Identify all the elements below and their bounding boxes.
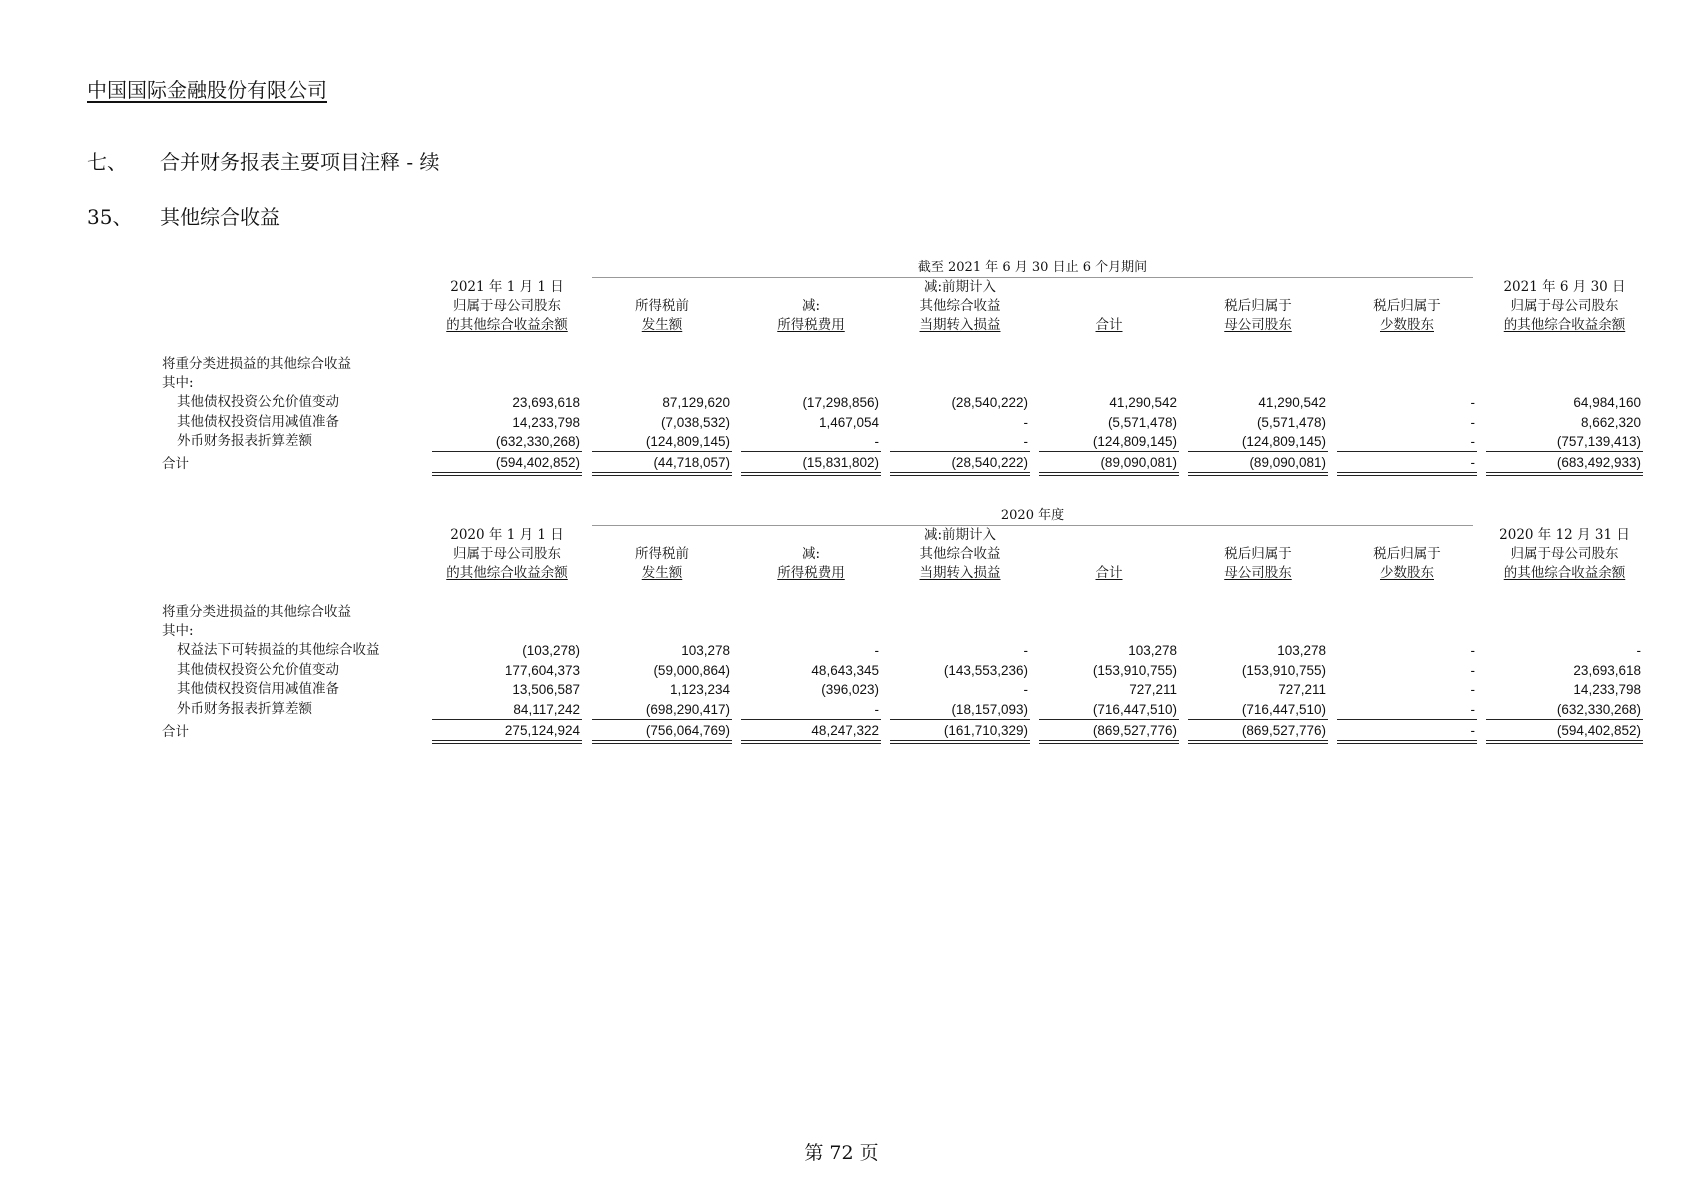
column-header-line (1039, 278, 1179, 297)
total-double-rule (1188, 472, 1328, 476)
table-cell: 1,467,054 (818, 414, 879, 430)
total-double-rule (890, 472, 1030, 476)
subtotal-rule (592, 451, 732, 452)
table-cell: - (1470, 434, 1475, 449)
subtotal-rule (1039, 719, 1179, 720)
column-header-line: 税后归属于 (1373, 298, 1441, 314)
column-header-line: 归属于母公司股东 (453, 546, 561, 562)
column-header-line (1337, 278, 1477, 297)
table-period: 2020 年度 (592, 504, 1473, 526)
company-name: 中国国际金融股份有限公司 (87, 78, 327, 102)
subtotal-rule (1039, 451, 1179, 452)
column-header (1039, 278, 1179, 335)
column-header (741, 278, 881, 335)
total-label: 合计 (162, 456, 189, 472)
column-header-line (1188, 316, 1328, 335)
section-number: 七、 (87, 150, 127, 174)
column-header-line (592, 564, 732, 583)
column-header-underlined: 所得税费用 (777, 317, 845, 333)
table-cell: - (874, 434, 879, 449)
table-cell: - (874, 701, 879, 717)
column-header-line (592, 278, 732, 297)
column-header (1486, 278, 1643, 335)
column-header-line (1188, 564, 1328, 583)
subsection-number: 35、 (87, 205, 133, 229)
column-header-line (890, 564, 1030, 583)
table-cell: (28,540,222) (951, 395, 1028, 410)
table-cell: (5,571,478) (1107, 414, 1177, 430)
column-header-line (592, 316, 732, 335)
column-header-underlined: 的其他综合收益余额 (1503, 565, 1626, 581)
table-cell: 23,693,618 (512, 395, 580, 410)
page-number: 第 72 页 (804, 1142, 879, 1164)
total-double-rule (1486, 472, 1643, 476)
column-header-line: 减: (801, 298, 821, 314)
table-cell: (124,809,145) (645, 434, 730, 449)
total-cell: (683,492,933) (1556, 455, 1641, 470)
column-header-line (1337, 316, 1477, 335)
total-double-rule (1486, 740, 1643, 744)
column-header-line: 所得税前 (635, 546, 689, 562)
column-header-underlined: 的其他综合收益余额 (446, 317, 568, 333)
total-double-rule (432, 472, 582, 476)
total-cell: (89,090,081) (1100, 455, 1177, 470)
subtotal-rule (432, 719, 582, 720)
subtotal-rule (741, 451, 881, 452)
table-cell: (153,910,755) (1092, 662, 1177, 678)
column-header-underlined: 发生额 (641, 565, 683, 581)
table-cell: (143,553,236) (943, 662, 1028, 678)
subtotal-rule (1188, 719, 1328, 720)
table-cell: (396,023) (821, 682, 879, 697)
subtotal-rule (1337, 719, 1477, 720)
subtotal-rule (890, 451, 1030, 452)
total-double-rule (592, 740, 732, 744)
total-cell: (28,540,222) (951, 455, 1028, 470)
total-label: 合计 (162, 723, 189, 740)
total-double-rule (592, 472, 732, 476)
group-label: 将重分类进损益的其他综合收益 (162, 604, 351, 620)
table-cell: (124,809,145) (1092, 434, 1177, 449)
subtotal-rule (890, 719, 1030, 720)
table-cell: 177,604,373 (504, 662, 580, 678)
column-header (592, 526, 732, 583)
column-header-line: 2020 年 1 月 1 日 (450, 527, 564, 543)
subtotal-rule (1486, 451, 1643, 452)
table-cell: (7,038,532) (660, 414, 730, 430)
table-cell: 14,233,798 (1573, 682, 1641, 697)
column-header-underlined: 少数股东 (1380, 317, 1434, 333)
column-header-line (432, 316, 582, 335)
total-double-rule (1188, 740, 1328, 744)
column-header-underlined: 当期转入损益 (919, 565, 1001, 581)
column-header-line: 归属于母公司股东 (1510, 546, 1619, 562)
column-header (890, 278, 1030, 335)
column-header-underlined: 的其他综合收益余额 (1503, 317, 1626, 333)
column-header-underlined: 的其他综合收益余额 (446, 565, 568, 581)
table-cell: (757,139,413) (1556, 434, 1641, 449)
column-header-line: 归属于母公司股东 (1510, 298, 1619, 314)
column-header-line (741, 316, 881, 335)
sub-label: 其中: (162, 623, 194, 639)
table-cell: - (1470, 414, 1475, 430)
table-cell: 84,117,242 (513, 701, 580, 717)
column-header-line: 减:前期计入 (923, 527, 997, 543)
table-cell: (632,330,268) (495, 434, 580, 449)
column-header-line: 2020 年 12 月 31 日 (1499, 527, 1630, 543)
row-label: 权益法下可转损益的其他综合收益 (177, 642, 380, 658)
table-cell: (698,290,417) (645, 701, 730, 717)
total-double-rule (890, 740, 1030, 744)
column-header-underlined: 少数股东 (1380, 565, 1434, 581)
column-header-underlined: 母公司股东 (1224, 317, 1292, 333)
subsection-title: 其他综合收益 (160, 205, 280, 229)
column-header-line: 税后归属于 (1224, 298, 1292, 314)
column-header-line (1188, 278, 1328, 297)
column-header (1188, 526, 1328, 583)
table-cell: 41,290,542 (1109, 395, 1177, 410)
column-header-line (1039, 297, 1179, 316)
column-header-line (1039, 526, 1179, 545)
column-header (1188, 278, 1328, 335)
table-cell: (59,000,864) (653, 662, 730, 678)
total-cell: (161,710,329) (943, 722, 1028, 738)
total-double-rule (1039, 740, 1179, 744)
column-header-line (1039, 564, 1179, 583)
column-header-underlined: 发生额 (641, 317, 683, 333)
row-label: 其他债权投资公允价值变动 (177, 661, 339, 678)
total-double-rule (432, 740, 582, 744)
column-header-line (1337, 564, 1477, 583)
table-cell: (124,809,145) (1241, 434, 1326, 449)
total-double-rule (1039, 472, 1179, 476)
column-header-line: 所得税前 (635, 298, 689, 314)
table-cell: 23,693,618 (1573, 662, 1641, 678)
table-cell: (716,447,510) (1241, 701, 1326, 717)
total-double-rule (741, 740, 881, 744)
column-header-line (741, 564, 881, 583)
column-header-line (1039, 545, 1179, 564)
table-cell: 727,211 (1278, 682, 1326, 697)
subsection-heading (87, 201, 280, 230)
column-header-underlined: 当期转入损益 (919, 317, 1001, 333)
table-cell: - (1636, 643, 1641, 658)
table-cell: - (1470, 682, 1475, 697)
column-header-line: 其他综合收益 (919, 546, 1001, 562)
column-header-line (1486, 316, 1643, 335)
table-cell: (18,157,093) (951, 701, 1028, 717)
table-cell: - (1023, 643, 1028, 658)
column-header-line: 减:前期计入 (923, 279, 997, 295)
column-header-line: 减: (801, 546, 821, 562)
total-double-rule (741, 472, 881, 476)
total-cell: - (1470, 455, 1475, 470)
row-label: 外币财务报表折算差额 (177, 700, 312, 717)
table-cell: 727,211 (1129, 682, 1177, 697)
subtotal-rule (592, 719, 732, 720)
row-label: 其他债权投资公允价值变动 (177, 394, 339, 410)
column-header (1337, 526, 1477, 583)
column-header-line: 税后归属于 (1224, 546, 1292, 562)
row-label: 外币财务报表折算差额 (177, 433, 312, 449)
column-header-line (592, 526, 732, 545)
total-cell: (89,090,081) (1249, 455, 1326, 470)
column-header-line (1337, 526, 1477, 545)
total-cell: (44,718,057) (653, 455, 730, 470)
table-cell: 48,643,345 (811, 662, 879, 678)
column-header-line: 其他综合收益 (919, 298, 1001, 314)
table-period: 截至 2021 年 6 月 30 日止 6 个月期间 (592, 256, 1473, 278)
table-cell: 103,278 (681, 643, 730, 658)
column-header-line (741, 526, 881, 545)
total-cell: (594,402,852) (495, 455, 580, 470)
table-cell: 103,278 (1128, 643, 1177, 658)
table-cell: 64,984,160 (1573, 395, 1641, 410)
column-header-line (890, 316, 1030, 335)
subtotal-rule (1486, 719, 1643, 720)
table-cell: 1,123,234 (669, 682, 730, 697)
total-cell: 48,247,322 (811, 722, 879, 738)
column-header (741, 526, 881, 583)
column-header-line (432, 564, 582, 583)
table-cell: (5,571,478) (1256, 414, 1326, 430)
column-header-line: 税后归属于 (1373, 546, 1441, 562)
subtotal-rule (1188, 451, 1328, 452)
table-cell: (17,298,856) (802, 395, 879, 410)
total-cell: (869,527,776) (1241, 722, 1326, 738)
column-header-line (1486, 564, 1643, 583)
table-cell: - (1023, 682, 1028, 697)
table-cell: 13,506,587 (512, 682, 580, 697)
total-cell: (15,831,802) (802, 455, 879, 470)
row-label: 其他债权投资信用减值准备 (177, 413, 339, 430)
column-header (890, 526, 1030, 583)
column-header-line: 2021 年 6 月 30 日 (1503, 279, 1626, 295)
column-header-underlined: 合计 (1095, 565, 1123, 581)
column-header (1337, 278, 1477, 335)
sub-label: 其中: (162, 375, 194, 391)
column-header-line (1188, 526, 1328, 545)
table-cell: 103,278 (1277, 643, 1326, 658)
table-cell: - (1470, 643, 1475, 658)
table-cell: (153,910,755) (1241, 662, 1326, 678)
table-cell: 87,129,620 (662, 395, 730, 410)
section-title: 合并财务报表主要项目注释 - 续 (160, 150, 440, 174)
column-header-underlined: 母公司股东 (1224, 565, 1292, 581)
column-header (1486, 526, 1643, 583)
total-cell: (756,064,769) (645, 722, 730, 738)
column-header-underlined: 合计 (1095, 317, 1123, 333)
subtotal-rule (1337, 451, 1477, 452)
table-cell: 41,290,542 (1258, 395, 1326, 410)
total-cell: (869,527,776) (1092, 722, 1177, 738)
subtotal-rule (432, 451, 582, 452)
column-header-underlined: 所得税费用 (777, 565, 845, 581)
subtotal-rule (741, 719, 881, 720)
table-cell: - (1023, 414, 1028, 430)
column-header-line (741, 278, 881, 297)
group-label: 将重分类进损益的其他综合收益 (162, 356, 351, 372)
section-heading (87, 146, 439, 175)
table-cell: - (1470, 701, 1475, 717)
table-cell: - (1470, 662, 1475, 678)
column-header-line (1039, 316, 1179, 335)
table-cell: (103,278) (522, 643, 580, 658)
table-cell: 14,233,798 (512, 414, 580, 430)
table-cell: - (874, 643, 879, 658)
row-label: 其他债权投资信用减值准备 (177, 681, 339, 697)
table-cell: 8,662,320 (1580, 414, 1641, 430)
total-double-rule (1337, 740, 1477, 744)
column-header (592, 278, 732, 335)
column-header (432, 526, 582, 583)
total-double-rule (1337, 472, 1477, 476)
table-cell: - (1023, 434, 1028, 449)
total-cell: (594,402,852) (1556, 722, 1641, 738)
table-cell: (632,330,268) (1556, 701, 1641, 717)
column-header (432, 278, 582, 335)
table-cell: (716,447,510) (1092, 701, 1177, 717)
column-header (1039, 526, 1179, 583)
total-cell: - (1470, 722, 1475, 738)
table-cell: - (1470, 395, 1475, 410)
column-header-line: 归属于母公司股东 (453, 298, 561, 314)
column-header-line: 2021 年 1 月 1 日 (450, 279, 564, 295)
total-cell: 275,124,924 (504, 722, 580, 738)
